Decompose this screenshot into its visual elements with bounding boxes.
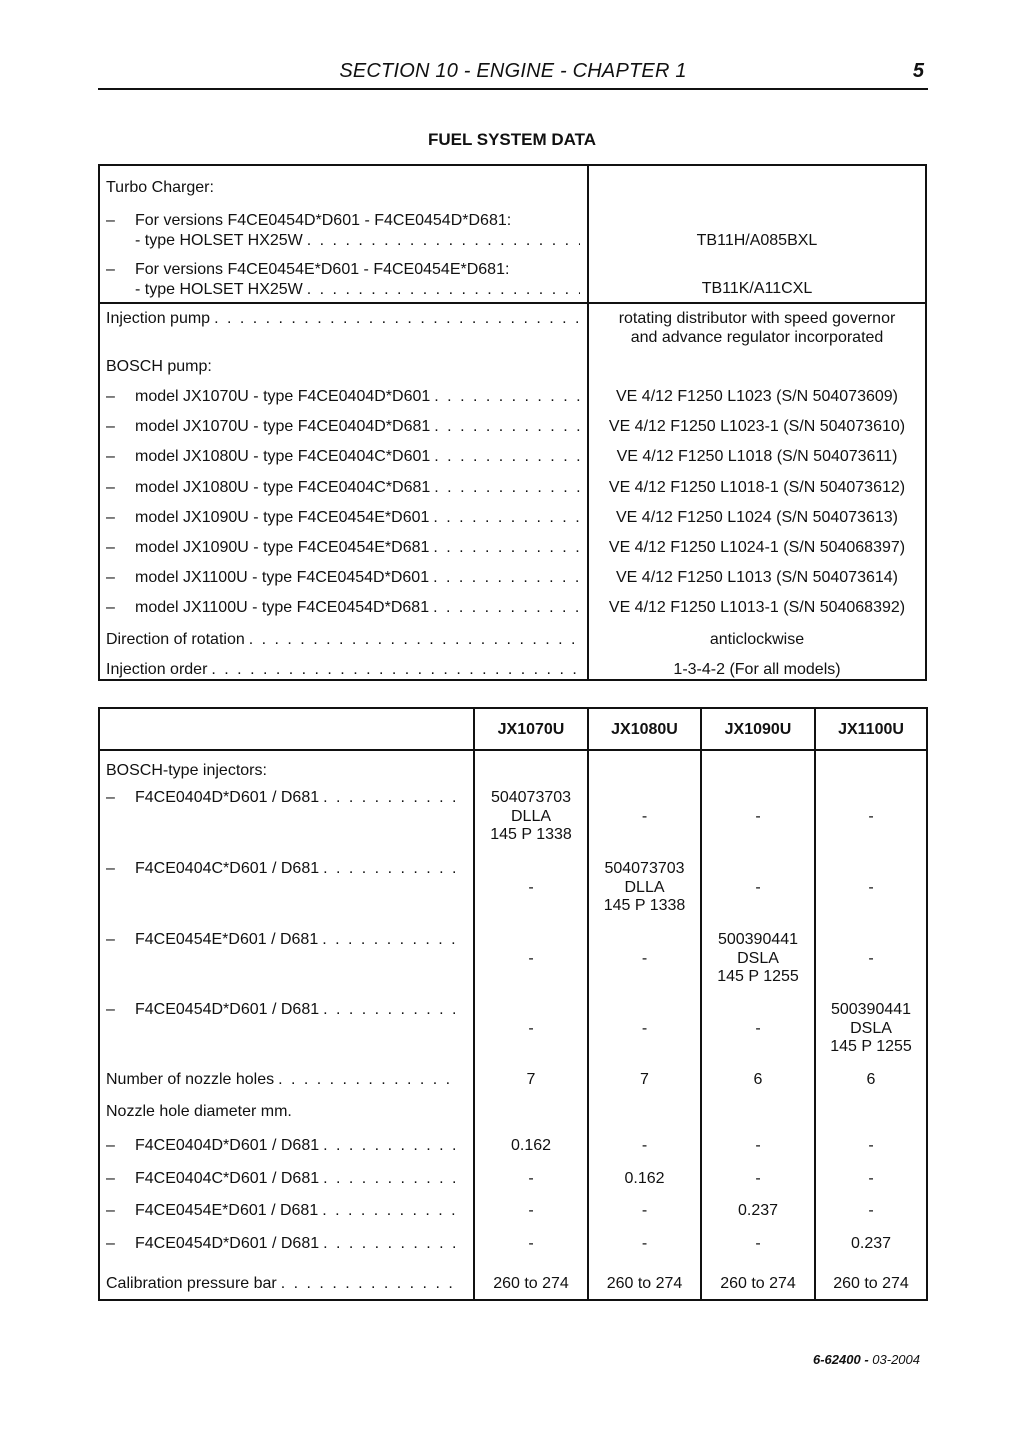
nozzle-diameter-row	[135, 1136, 458, 1155]
bosch-model-value: VE 4/12 F1250 L1013 (S/N 504073614)	[616, 569, 898, 587]
calibration-value: 260 to 274	[606, 1275, 683, 1292]
injector-value-dash: -	[868, 950, 874, 967]
bosch-model-label: model JX1070U - type F4CE0404D*D601	[135, 388, 431, 405]
dash-marker: –	[106, 569, 115, 587]
injector-value-dash: -	[641, 950, 648, 967]
page-footer	[813, 1352, 920, 1367]
dash-marker: –	[106, 1001, 115, 1018]
leader-dots	[319, 788, 458, 807]
leader-dots	[319, 1136, 458, 1155]
injector-part-number: DLLA	[510, 807, 552, 825]
nozzle-diameter-value: 0.237	[737, 1202, 779, 1220]
dash-marker: –	[106, 789, 115, 806]
injector-value-dash: -	[528, 950, 534, 967]
turbo-version-2-line1: For versions F4CE0454E*D601 - F4CE0454E*D681:	[135, 261, 510, 278]
calibration-value: 260 to 274	[493, 1275, 569, 1292]
nozzle-diameter-value: -	[528, 1235, 534, 1253]
nozzle-diameter-value: -	[868, 1137, 874, 1154]
turbo-version-2-line2	[135, 280, 580, 299]
leader-dots	[430, 447, 580, 466]
nozzle-diameter-value: -	[528, 1169, 534, 1187]
nozzle-diameter-value: -	[641, 1235, 648, 1253]
leader-dots	[430, 478, 580, 497]
injector-part-number: 500390441	[717, 931, 799, 948]
injection-order-row	[106, 660, 580, 679]
injector-part-number: 145 P 1255	[717, 968, 799, 986]
calibration-value: 260 to 274	[833, 1275, 909, 1292]
injector-value-dash: -	[868, 808, 874, 825]
bosch-model-label: model JX1090U - type F4CE0454E*D601	[135, 508, 430, 526]
nozzle-diameter-label: F4CE0404C*D601 / D681	[135, 1169, 320, 1187]
injector-part-number: 504073703	[490, 789, 572, 806]
injector-part-number: DSLA	[737, 949, 779, 967]
dash-marker: –	[106, 478, 115, 496]
document-date: 03-2004	[872, 1352, 920, 1367]
injection-order-label: Injection order	[106, 661, 208, 678]
leader-dots	[319, 1000, 458, 1019]
injector-label: F4CE0404D*D601 / D681	[135, 789, 320, 806]
injection-pump-value-line2: and advance regulator incorporated	[630, 329, 884, 346]
bosch-model-value: VE 4/12 F1250 L1018-1 (S/N 504073612)	[608, 478, 906, 496]
injection-pump-value-line1: rotating distributor with speed governor	[618, 310, 896, 327]
bosch-model-value: VE 4/12 F1250 L1023-1 (S/N 504073610)	[608, 418, 906, 436]
turbo-version-1-value: TB11H/A085BXL	[696, 232, 818, 249]
injector-value-dash: -	[755, 808, 761, 825]
turbo-version-2-value: TB11K/A11CXL	[701, 280, 813, 297]
nozzle-diameter-value: -	[755, 1235, 761, 1253]
nozzle-diameter-value: -	[755, 1169, 761, 1187]
direction-label: Direction of rotation	[106, 631, 245, 648]
dash-marker: –	[106, 1202, 115, 1220]
dash-marker: –	[106, 1169, 115, 1187]
bosch-model-value: VE 4/12 F1250 L1024 (S/N 504073613)	[616, 508, 898, 526]
bosch-model-row	[135, 417, 580, 436]
fuel-system-data-heading: FUEL SYSTEM DATA	[427, 130, 597, 149]
injector-label: F4CE0404C*D601 / D681	[135, 860, 320, 877]
bosch-model-label: model JX1100U - type F4CE0454D*D601	[135, 569, 430, 587]
injector-part-number: DSLA	[850, 1019, 892, 1037]
nozzle-diameter-label: F4CE0454D*D601 / D681	[135, 1235, 320, 1253]
calibration-label: Calibration pressure bar	[106, 1275, 277, 1292]
leader-dots	[429, 598, 580, 617]
injector-row	[135, 788, 458, 807]
nozzle-diameter-label: F4CE0454E*D601 / D681	[135, 1202, 319, 1220]
nozzle-diameter-row	[135, 1201, 458, 1220]
bosch-model-row	[135, 447, 580, 466]
leader-dots	[318, 930, 458, 949]
bosch-model-label: model JX1070U - type F4CE0404D*D681	[135, 418, 431, 436]
nozzle-diameter-label: F4CE0404D*D601 / D681	[135, 1137, 320, 1154]
document-number: 6-62400	[813, 1352, 861, 1367]
dash-marker: –	[106, 448, 115, 466]
dash-marker: –	[106, 212, 115, 229]
nozzle-holes-value: 6	[753, 1071, 763, 1088]
bosch-model-value: VE 4/12 F1250 L1023 (S/N 504073609)	[616, 388, 898, 405]
section-chapter-title: SECTION 10 - ENGINE - CHAPTER 1	[339, 60, 687, 82]
injector-value-dash: -	[528, 879, 534, 896]
nozzle-diameter-row	[135, 1169, 458, 1188]
column-header-jx1070u: JX1070U	[497, 721, 565, 738]
row-divider	[100, 302, 925, 304]
nozzle-holes-value: 6	[866, 1071, 876, 1088]
bosch-model-row	[135, 508, 580, 527]
nozzle-diameter-value: -	[868, 1169, 874, 1187]
calibration-row	[106, 1274, 458, 1293]
injector-part-number: 145 P 1338	[603, 897, 686, 915]
nozzle-diameter-value: -	[641, 1202, 648, 1220]
bosch-model-label: model JX1100U - type F4CE0454D*D681	[135, 599, 430, 617]
fuel-system-table	[98, 164, 927, 681]
injection-pump-row	[106, 309, 580, 328]
bosch-model-row	[135, 538, 580, 557]
leader-dots	[319, 1234, 458, 1253]
leader-dots	[430, 417, 580, 436]
injection-pump-label: Injection pump	[106, 310, 211, 327]
direction-value: anticlockwise	[709, 631, 805, 648]
calibration-value: 260 to 274	[720, 1275, 796, 1292]
injector-part-number: 145 P 1255	[830, 1038, 912, 1056]
bosch-model-row	[135, 478, 580, 497]
injector-row	[135, 930, 458, 949]
leader-dots	[429, 538, 580, 557]
injector-part-number: 500390441	[830, 1001, 912, 1018]
turbo-version-1-type: - type HOLSET HX25W	[135, 232, 303, 249]
page-number: 5	[912, 60, 924, 82]
bosch-model-row	[135, 387, 580, 406]
turbo-version-1-line1: For versions F4CE0454D*D601 - F4CE0454D*D681:	[135, 212, 512, 229]
dash-marker: –	[106, 539, 115, 556]
injector-label: F4CE0454D*D601 / D681	[135, 1001, 320, 1018]
leader-dots	[429, 568, 580, 587]
nozzle-holes-value: 7	[640, 1071, 649, 1088]
nozzle-diameter-row	[135, 1234, 458, 1253]
bosch-model-label: model JX1080U - type F4CE0404C*D601	[135, 448, 431, 466]
injector-label: F4CE0454E*D601 / D681	[135, 931, 319, 948]
bosch-model-label: model JX1080U - type F4CE0404C*D681	[135, 478, 431, 496]
injector-part-number: 145 P 1338	[490, 826, 572, 844]
direction-row	[106, 630, 580, 649]
dash-marker: –	[106, 1137, 115, 1154]
dash-marker: –	[106, 508, 115, 526]
leader-dots	[318, 1201, 458, 1220]
injectors-label: BOSCH-type injectors:	[106, 762, 267, 779]
injector-part-number: 504073703	[604, 860, 685, 877]
injector-value-dash: -	[528, 1020, 534, 1037]
dash-marker: –	[106, 860, 115, 877]
column-header-jx1100u: JX1100U	[838, 721, 904, 738]
nozzle-holes-label: Number of nozzle holes	[106, 1071, 275, 1088]
nozzle-diameter-value: 0.162	[510, 1137, 552, 1154]
nozzle-diameter-label: Nozzle hole diameter mm.	[106, 1103, 292, 1120]
bosch-model-value: VE 4/12 F1250 L1013-1 (S/N 504068392)	[608, 599, 906, 617]
injector-value-dash: -	[755, 879, 761, 896]
page-header	[98, 58, 928, 90]
header-divider	[100, 749, 926, 751]
dash-marker: –	[106, 261, 115, 278]
column-header-jx1090u: JX1090U	[724, 721, 792, 738]
leader-dots	[429, 508, 580, 527]
dash-marker: –	[106, 418, 115, 436]
injector-table	[98, 707, 928, 1301]
nozzle-holes-value: 7	[526, 1071, 536, 1088]
nozzle-holes-row	[106, 1070, 458, 1089]
bosch-model-label: model JX1090U - type F4CE0454E*D681	[135, 539, 430, 556]
bosch-model-value: VE 4/12 F1250 L1018 (S/N 504073611)	[616, 448, 898, 466]
dash-marker: –	[106, 1235, 115, 1253]
injector-value-dash: -	[868, 879, 874, 896]
footer-separator: -	[860, 1352, 873, 1367]
bosch-model-value: VE 4/12 F1250 L1024-1 (S/N 504068397)	[608, 539, 906, 556]
turbo-charger-label: Turbo Charger:	[106, 179, 214, 196]
leader-dots	[430, 387, 580, 406]
nozzle-diameter-value: -	[755, 1137, 761, 1154]
dash-marker: –	[106, 931, 115, 948]
injector-row	[135, 1000, 458, 1019]
injector-value-dash: -	[641, 1020, 648, 1037]
nozzle-diameter-value: -	[641, 1137, 648, 1154]
turbo-version-1-line2	[135, 231, 580, 250]
injection-order-value: 1-3-4-2 (For all models)	[673, 661, 841, 678]
turbo-version-2-type: - type HOLSET HX25W	[135, 281, 303, 298]
injector-part-number: DLLA	[624, 878, 665, 896]
leader-dots	[319, 859, 458, 878]
bosch-pump-label: BOSCH pump:	[106, 358, 212, 375]
dash-marker: –	[106, 388, 115, 405]
injector-value-dash: -	[755, 1020, 761, 1037]
nozzle-diameter-value: 0.237	[850, 1235, 892, 1253]
injector-row	[135, 859, 458, 878]
injector-value-dash: -	[641, 808, 648, 825]
leader-dots	[319, 1169, 458, 1188]
nozzle-diameter-value: 0.162	[624, 1169, 665, 1187]
bosch-model-row	[135, 568, 580, 587]
nozzle-diameter-value: -	[528, 1202, 534, 1220]
dash-marker: –	[106, 599, 115, 617]
column-header-jx1080u: JX1080U	[611, 721, 678, 738]
nozzle-diameter-value: -	[868, 1202, 874, 1220]
bosch-model-row	[135, 598, 580, 617]
